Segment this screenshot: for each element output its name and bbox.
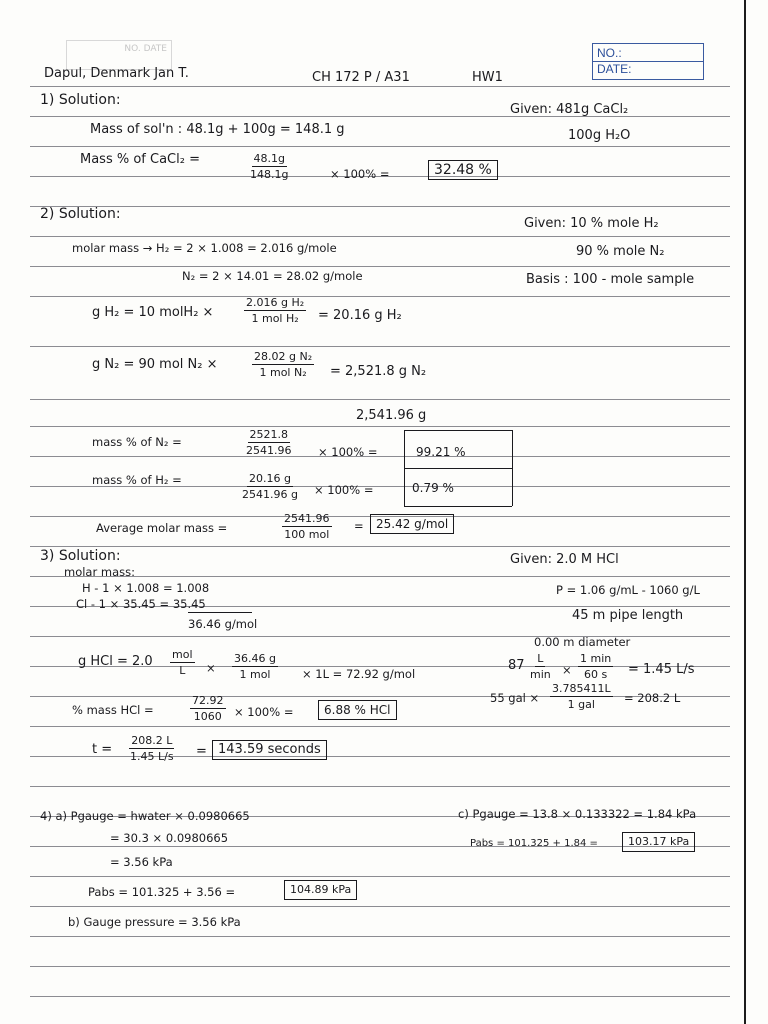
p2-h2-times: × 100% = bbox=[314, 483, 374, 497]
p3-flow-lead: 87 bbox=[508, 658, 525, 673]
ruled-line bbox=[30, 546, 730, 547]
p1-frac-den: 148.1g bbox=[250, 168, 289, 181]
p2-h2-label: mass % of H₂ = bbox=[92, 473, 182, 487]
p3-gal-result: = 208.2 L bbox=[624, 691, 681, 705]
p3-t-den: 1.45 L/s bbox=[130, 750, 174, 763]
ruled-line bbox=[30, 456, 730, 457]
p3-t-answer: 143.59 seconds bbox=[212, 740, 327, 760]
p3-flow-result: = 1.45 L/s bbox=[628, 662, 695, 677]
no-date-stamp bbox=[592, 43, 704, 80]
ruled-line bbox=[30, 966, 730, 967]
p2-gh2-fraction bbox=[244, 296, 306, 325]
ruled-line bbox=[30, 906, 730, 907]
p3-flow-frac1 bbox=[528, 652, 553, 681]
p3-flow-frac1-den: min bbox=[530, 668, 551, 681]
p3-pipe: 45 m pipe length bbox=[572, 608, 684, 623]
p3-ghcl-times: × bbox=[206, 661, 216, 675]
p3-sum: 36.46 g/mol bbox=[188, 617, 258, 631]
p2-gn2-fraction bbox=[252, 350, 314, 379]
ruled-line bbox=[30, 576, 730, 577]
ruled-line bbox=[30, 426, 730, 427]
p2-h2-answer: 0.79 % bbox=[412, 481, 454, 495]
p3-h-line: H - 1 × 1.008 = 1.008 bbox=[82, 581, 210, 595]
answer-table-top bbox=[404, 430, 512, 431]
p2-avg-den: 100 mol bbox=[284, 528, 330, 541]
p2-molar-mass-n2: N₂ = 2 × 14.01 = 28.02 g/mole bbox=[182, 269, 363, 283]
ruled-line bbox=[30, 86, 730, 87]
p3-ghcl-frac1 bbox=[170, 648, 195, 677]
p3-ghcl-frac1-num: mol bbox=[172, 648, 193, 661]
ruled-line bbox=[30, 399, 730, 400]
p3-sum-line bbox=[188, 612, 252, 613]
p3-flow-frac2-num: 1 min bbox=[580, 652, 612, 665]
p4-c-pabs-label: Pabs = 101.325 + 1.84 = bbox=[470, 838, 598, 849]
p4-a-label: 4) a) Pgauge = hwater × 0.0980665 bbox=[40, 809, 250, 823]
p3-molar-mass: molar mass: bbox=[64, 565, 135, 579]
p2-h2-num: 20.16 g bbox=[248, 472, 291, 485]
stamp-no: NO.: bbox=[597, 46, 622, 60]
p3-flow-times: × bbox=[562, 663, 572, 677]
p4-a-line3: = 3.56 kPa bbox=[110, 855, 173, 869]
p3-ghcl-frac2-den: 1 mol bbox=[239, 668, 271, 681]
p3-ghcl-frac1-den: L bbox=[179, 664, 186, 677]
p1-mass-solution: Mass of sol'n : 48.1g + 100g = 148.1 g bbox=[90, 122, 345, 137]
p2-h2-den: 2541.96 g bbox=[242, 488, 298, 501]
p3-pct-den: 1060 bbox=[193, 710, 222, 723]
p3-gal-lead: 55 gal × bbox=[490, 691, 540, 705]
ruled-line bbox=[30, 266, 730, 267]
ruled-line bbox=[30, 146, 730, 147]
p3-t-label: t = bbox=[92, 742, 113, 757]
p3-pct-frac bbox=[190, 694, 226, 723]
p3-diameter: 0.00 m diameter bbox=[534, 635, 631, 649]
p3-gal-frac bbox=[550, 682, 613, 711]
p3-gal-den: 1 gal bbox=[567, 698, 595, 711]
p2-given1: Given: 10 % mole H₂ bbox=[524, 216, 659, 231]
p3-pct-num: 72.92 bbox=[192, 694, 224, 707]
p3-gal-num: 3.785411L bbox=[552, 682, 611, 695]
p1-given1: Given: 481g CaCl₂ bbox=[510, 102, 629, 117]
p1-mass-pct-label: Mass % of CaCl₂ = bbox=[80, 152, 200, 167]
ruled-line bbox=[30, 876, 730, 877]
ruled-line bbox=[30, 296, 730, 297]
p2-gn2-num: 28.02 g N₂ bbox=[254, 350, 313, 363]
ruled-line bbox=[30, 786, 730, 787]
p4-c-label: c) Pgauge = 13.8 × 0.133322 = 1.84 kPa bbox=[458, 807, 697, 821]
ruled-line bbox=[30, 346, 730, 347]
p2-gn2-den: 1 mol N₂ bbox=[259, 366, 307, 379]
p3-ghcl-label: g HCl = 2.0 bbox=[78, 654, 153, 669]
p2-avg-label: Average molar mass = bbox=[96, 521, 228, 535]
ruled-line bbox=[30, 206, 730, 207]
p2-gh2-num: 2.016 g H₂ bbox=[246, 296, 305, 309]
ruled-line bbox=[30, 996, 730, 997]
p3-pct-times: × 100% = bbox=[234, 705, 294, 719]
p2-avg-eq: = bbox=[354, 519, 364, 533]
p4-c-pabs-answer: 103.17 kPa bbox=[622, 832, 695, 852]
p2-n2-answer: 99.21 % bbox=[416, 445, 466, 459]
p2-basis: Basis : 100 - mole sample bbox=[526, 272, 695, 287]
p3-ghcl-result: × 1L = 72.92 g/mol bbox=[302, 667, 416, 681]
p3-cl-line: Cl - 1 × 35.45 = 35.45 bbox=[76, 597, 206, 611]
p2-gh2-result: = 20.16 g H₂ bbox=[318, 308, 402, 323]
answer-table-right bbox=[512, 430, 513, 506]
p3-pct-label: % mass HCl = bbox=[72, 703, 154, 717]
p4-pabs-answer: 104.89 kPa bbox=[284, 880, 357, 900]
p2-title: 2) Solution: bbox=[40, 206, 121, 222]
p4-pabs-label: Pabs = 101.325 + 3.56 = bbox=[88, 885, 236, 899]
p3-t-frac bbox=[128, 734, 176, 763]
p3-density: P = 1.06 g/mL - 1060 g/L bbox=[556, 583, 700, 597]
p3-flow-frac2-den: 60 s bbox=[584, 668, 608, 681]
student-name: Dapul, Denmark Jan T. bbox=[44, 66, 189, 81]
p1-answer: 32.48 % bbox=[428, 160, 498, 180]
ruled-line bbox=[30, 936, 730, 937]
p2-n2-fraction bbox=[244, 428, 294, 457]
p3-given: Given: 2.0 M HCl bbox=[510, 552, 619, 567]
ghost-stamp: NO. DATE bbox=[66, 40, 172, 70]
p2-given2: 90 % mole N₂ bbox=[576, 244, 665, 259]
p1-frac-num: 48.1g bbox=[253, 152, 285, 165]
ruled-line bbox=[30, 236, 730, 237]
course-code: CH 172 P / A31 bbox=[312, 70, 410, 85]
p2-n2-times: × 100% = bbox=[318, 445, 378, 459]
p3-ghcl-frac2-num: 36.46 g bbox=[234, 652, 276, 665]
page-edge bbox=[744, 0, 746, 1024]
p2-gn2-label: g N₂ = 90 mol N₂ × bbox=[92, 357, 218, 372]
p2-avg-fraction bbox=[282, 512, 332, 541]
p1-fraction bbox=[248, 152, 290, 181]
assignment-label: HW1 bbox=[472, 70, 503, 85]
stamp-date: DATE: bbox=[597, 62, 632, 76]
p2-total: 2,541.96 g bbox=[356, 408, 427, 423]
p4-a-line2: = 30.3 × 0.0980665 bbox=[110, 831, 229, 845]
ruled-line bbox=[30, 726, 730, 727]
answer-table-bottom bbox=[404, 506, 512, 507]
p3-flow-frac2 bbox=[578, 652, 613, 681]
p2-molar-mass-h2: molar mass → H₂ = 2 × 1.008 = 2.016 g/mole bbox=[72, 241, 337, 255]
answer-table-mid bbox=[404, 468, 512, 469]
p4-b-label: b) Gauge pressure = 3.56 kPa bbox=[68, 915, 241, 929]
p2-n2-num: 2521.8 bbox=[249, 428, 288, 441]
p2-avg-num: 2541.96 bbox=[284, 512, 330, 525]
p3-title: 3) Solution: bbox=[40, 548, 121, 564]
p2-h2-fraction bbox=[240, 472, 300, 501]
p3-pct-answer: 6.88 % HCl bbox=[318, 700, 397, 720]
p2-avg-answer: 25.42 g/mol bbox=[370, 514, 454, 534]
p3-t-num: 208.2 L bbox=[131, 734, 173, 747]
p1-given2: 100g H₂O bbox=[568, 128, 631, 143]
p3-flow-frac1-num: L bbox=[537, 652, 544, 665]
p3-t-eq: = bbox=[196, 744, 207, 759]
p1-title: 1) Solution: bbox=[40, 92, 121, 108]
p2-gh2-label: g H₂ = 10 molH₂ × bbox=[92, 305, 214, 320]
p2-gn2-result: = 2,521.8 g N₂ bbox=[330, 364, 427, 379]
p2-n2-label: mass % of N₂ = bbox=[92, 435, 182, 449]
p1-times100: × 100% = bbox=[330, 167, 390, 181]
p2-gh2-den: 1 mol H₂ bbox=[251, 312, 299, 325]
p3-ghcl-frac2 bbox=[232, 652, 278, 681]
p2-n2-den: 2541.96 bbox=[246, 444, 292, 457]
